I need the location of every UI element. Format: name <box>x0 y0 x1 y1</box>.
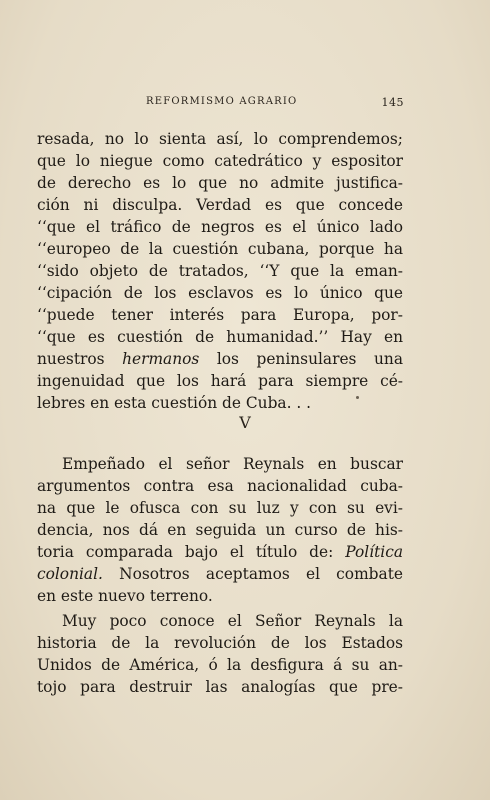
text-line: ‘‘que es cuestión de humanidad.’’ Hay en <box>37 328 403 346</box>
italic-word: colonial. <box>37 565 103 583</box>
text-line: ingenuidad que los hará para siempre cé- <box>37 372 403 390</box>
text-line: lebres en esta cuestión de Cuba. . . <box>37 394 312 412</box>
text-line: de derecho es lo que no admite justifica- <box>37 174 403 192</box>
text-line: ‘‘puede tener interés para Europa, por- <box>37 306 403 324</box>
text-line: Empeñado el señor Reynals en buscar <box>62 455 403 473</box>
text-line: ‘‘cipación de los esclavos es lo único que <box>37 284 403 302</box>
running-head-title: REFORMISMO AGRARIO <box>146 96 298 107</box>
text-line: ‘‘que el tráfico de negros es el único lado <box>37 218 403 236</box>
text-line: Muy poco conoce el Señor Reynals la <box>62 612 403 630</box>
text-line: dencia, nos dá en seguida un curso de his- <box>37 521 403 539</box>
text-line: historia de la revolución de los Estados <box>37 634 403 652</box>
text-line: ‘‘sido objeto de tratados, ‘‘Y que la eman- <box>37 262 403 280</box>
text-line: en este nuevo terreno. <box>37 587 213 605</box>
section-numeral: V <box>239 413 251 432</box>
paragraph-3 <box>37 610 403 698</box>
text-run: toria comparada bajo el título de: <box>37 543 346 561</box>
text-line <box>37 348 403 370</box>
text-run: Nosotros aceptamos el combate <box>102 565 403 583</box>
text-line: na que le ofusca con su luz y con su evi- <box>37 499 403 517</box>
italic-word: hermanos <box>122 350 200 368</box>
text-run: nuestros <box>37 350 123 368</box>
text-line <box>37 541 403 563</box>
text-line: ‘‘europeo de la cuestión cubana, porque ha <box>37 240 403 258</box>
text-line: ción ni disculpa. Verdad es que concede <box>37 196 403 214</box>
text-line: resada, no lo sienta así, lo comprendemos; <box>37 130 403 148</box>
text-line: Unidos de América, ó la desfigura á su an- <box>37 656 403 674</box>
paper-speck <box>356 396 359 399</box>
italic-word: Política <box>345 543 403 561</box>
paragraph-1 <box>37 128 403 414</box>
text-line: tojo para destruir las analogías que pre- <box>37 678 403 696</box>
text-run: los peninsulares una <box>199 350 403 368</box>
page-number: 145 <box>381 96 404 109</box>
text-line: que lo niegue como catedrático y espositor <box>37 152 403 170</box>
text-line: argumentos contra esa nacionalidad cuba- <box>37 477 403 495</box>
paragraph-2 <box>37 453 403 607</box>
text-line <box>37 563 403 585</box>
